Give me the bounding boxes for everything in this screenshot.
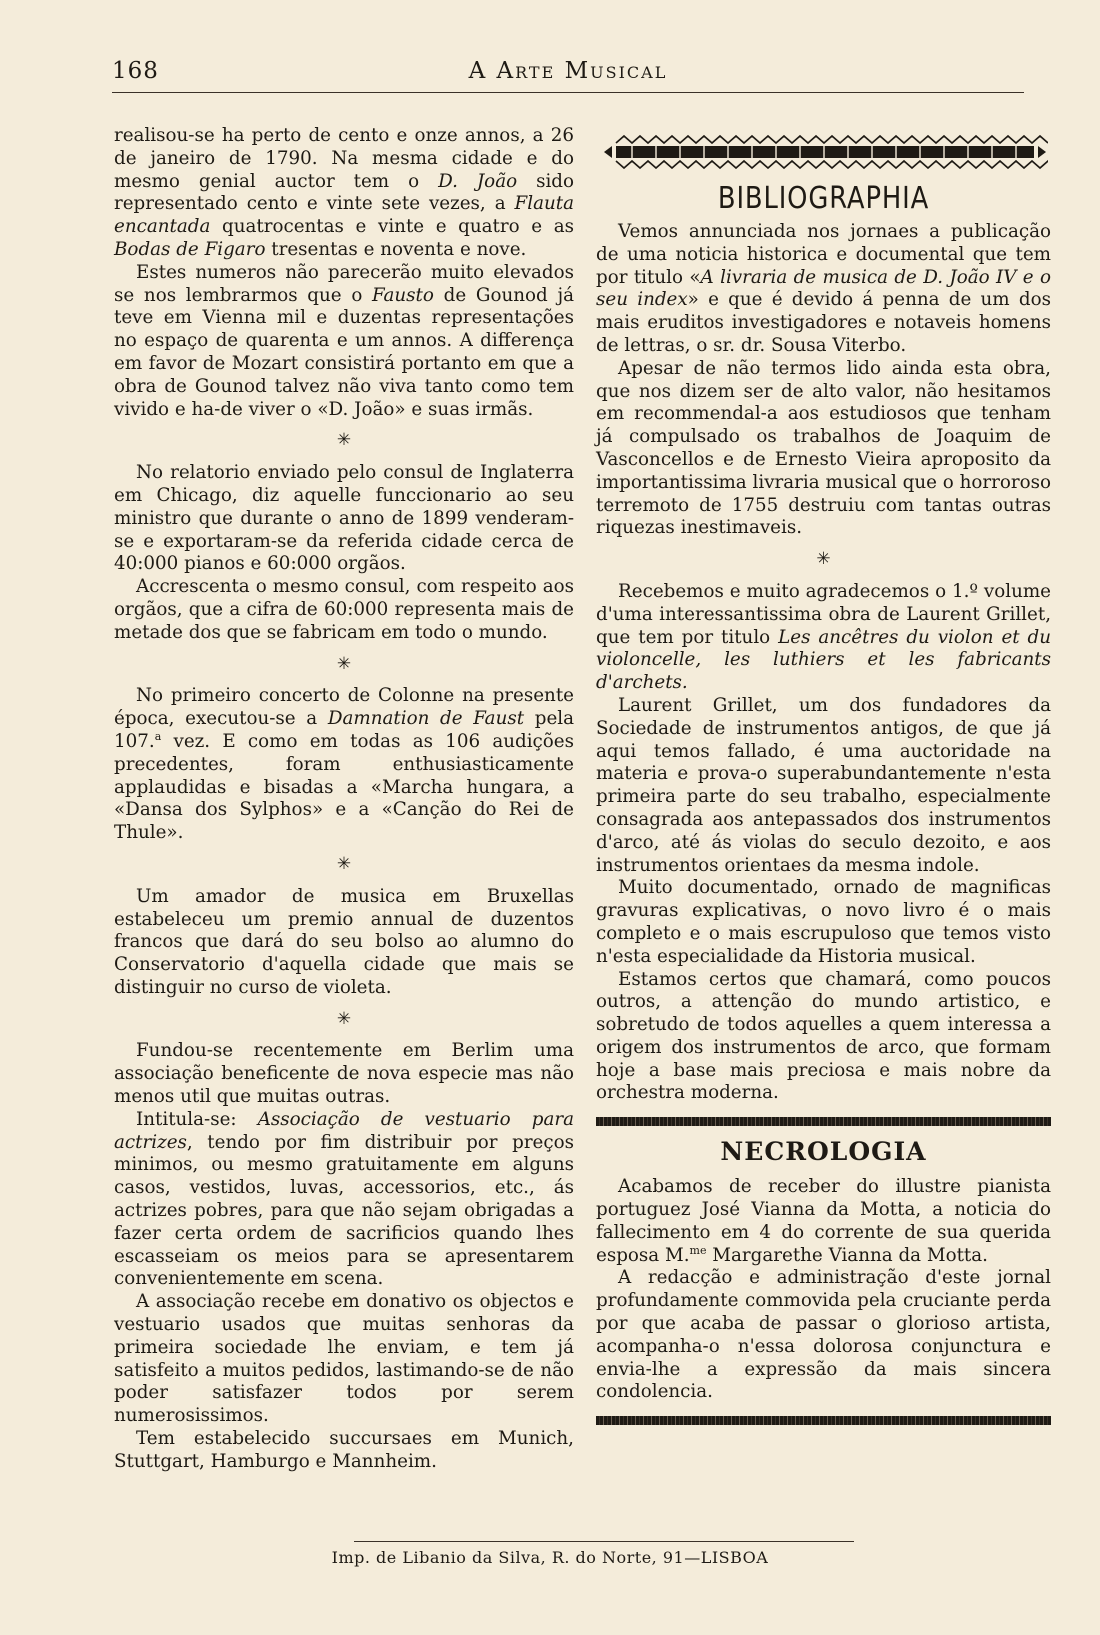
ornament-band — [602, 133, 1049, 171]
paragraph: Estamos certos que chamará, como poucos outros, a attenção do mundo artistico, e sobretudo de todos aquelles a quem interessa a origem dos instrumentos de arco, que formam hoje a base mais preciosa e mais nobre da orchestra moderna. — [596, 968, 1051, 1104]
running-header — [112, 58, 1024, 94]
asterism-divider: ✳ — [816, 549, 831, 570]
right-column — [596, 125, 1051, 1431]
bibliographia-title: BIBLIOGRAPHIA — [717, 181, 930, 216]
paragraph: Intitula-se: Associação de vestuario para actrizes, tendo por fim distribuir por preços minimos, ou mesmo gratuitamente em alguns casos, vestidos, luvas, accessorios, etc., ás actrizes pobres, para que não sejam obrigadas a fazer certa ordem de sacrificios quando lhes escasseiam os meios para se apresentarem convenientemente em scena. — [114, 1108, 575, 1290]
paragraph: Acabamos de receber do illustre pianista portuguez José Vianna da Motta, a noticia do fallecimento em 4 do corrente de sua querida esposa M.$^{me}$ Margarethe Vianna da Motta. — [596, 1176, 1051, 1266]
paragraph: Estes numeros não parecerão muito elevados se nos lembrarmos que o Fausto de Gounod já teve em Vienna mil e duzentas representações no espaço de quarenta e um annos. A differença em favor de Mozart consistirá portanto em que a obra de Gounod talvez não viva tanto como tem vivido e ha-de viver o «D. João» e suas irmãs. — [114, 261, 575, 420]
paragraph: Fundou-se recentemente em Berlim uma associação beneficente de nova especie mas não menos util que muitas outras. — [114, 1040, 574, 1108]
paragraph: Tem estabelecido succursaes em Munich, Stuttgart, Hamburgo e Mannheim. — [114, 1428, 574, 1472]
necrologia-title: NECROLOGIA — [720, 1137, 927, 1167]
paragraph: Vemos annunciada nos jornaes a publicação de uma noticia historica e documental que tem por titulo «A livraria de musica de D. João IV e o seu index» e que é devido á penna de um dos mais eruditos investigadores e notaveis homens de lettras, o sr. dr. Sousa Viterbo. — [596, 221, 1051, 356]
paragraph: Muito documentado, ornado de magnificas gravuras explicativas, o novo livro é o mais completo e o mais escrupuloso que temos visto n'esta especialidade da Historia musical. — [596, 877, 1051, 967]
paragraph: Um amador de musica em Bruxellas estabeleceu um premio annual de duzentos francos que dará do seu bolso ao alumno do Conservatorio d'aquella cidade que mais se distinguir no curso de violeta. — [114, 885, 574, 998]
header-rule — [112, 92, 1024, 93]
paragraph: No primeiro concerto de Colonne na presente época, executou-se a Damnation de Faust pela 107.$^a$ vez. E como em todas as 106 audições precedentes, foram enthusiasticamente applaudidas e bisadas a «Marcha hungara, a «Dansa dos Sylphos» e a «Canção do Rei de Thule». — [114, 685, 575, 844]
printer-imprint: Imp. de Libanio da Silva, R. do Norte, 91—LISBOA — [331, 1548, 769, 1567]
paragraph: A associação recebe em donativo os objectos e vestuario usados que muitas senhoras da primeira sociedade lhe enviam, e tem já satisfeito a muitos pedidos, lastimando-se de não poder satisfazer todos por serem numerosissimos. — [114, 1291, 574, 1427]
paragraph: Accrescenta o mesmo consul, com respeito aos orgãos, que a cifra de 60:000 representa mais de metade dos que se fabricam em todo o mundo. — [114, 576, 574, 643]
section-rule — [596, 1416, 1051, 1425]
paragraph: realisou-se ha perto de cento e onze annos, a 26 de janeiro de 1790. Na mesma cidade e do mesmo genial auctor tem o D. João sido representado cento e vinte sete vezes, a Flauta encantada quatrocentas e vinte e quatro e as Bodas de Figaro tresentas e noventa e nove. — [114, 125, 574, 260]
paragraph: Laurent Grillet, um dos fundadores da Sociedade de instrumentos antigos, de que já aqui temos fallado, é uma auctoridade na materia e prova-o superabundantemente n'esta primeira parte do seu trabalho, especialmente consagrada aos antepassados dos instrumentos d'arco, até ás violas do seculo dezoito, e aos instrumentos orientaes da mesma indole. — [596, 694, 1051, 876]
left-column — [114, 125, 574, 1474]
asterism-divider: ✳ — [336, 1008, 352, 1029]
asterism-divider: ✳ — [336, 430, 352, 451]
journal-title: A Arte Musical — [468, 58, 668, 84]
asterism-divider: ✳ — [336, 853, 352, 874]
paragraph: Recebemos e muito agradecemos o 1.º volume d'uma interessantissima obra de Laurent Grillet, que tem por titulo Les ancêtres du violon et du violoncelle, les luthiers et les fabricants d'archets. — [596, 580, 1052, 694]
paragraph: No relatorio enviado pelo consul de Inglaterra em Chicago, diz aquelle funccionario ao seu ministro que durante o anno de 1899 venderam-se e exportaram-se da referida cidade cerca de 40:000 pianos e 60:000 orgãos. — [114, 462, 574, 575]
page-number: 168 — [112, 58, 159, 84]
asterism-divider: ✳ — [336, 653, 352, 674]
paragraph: Apesar de não termos lido ainda esta obra, que nos dizem ser de alto valor, não hesitamos em recommendal-a aos estudiosos que tenham já compulsado os trabalhos de Joaquim de Vasconcellos e de Ernesto Vieira aproposito da importantissima livraria musical que o horroroso terremoto de 1755 destruiu com tantas outras riquezas inestimaveis. — [596, 357, 1051, 539]
paragraph: A redacção e administração d'este jornal profundamente commovida pela cruciante perda por que acaba de passar o glorioso artista, acompanha-o n'essa dolorosa conjunctura e envia-lhe a expressão da mais sincera condolencia. — [596, 1267, 1051, 1403]
section-rule — [596, 1117, 1051, 1126]
footer-rule — [354, 1541, 854, 1542]
